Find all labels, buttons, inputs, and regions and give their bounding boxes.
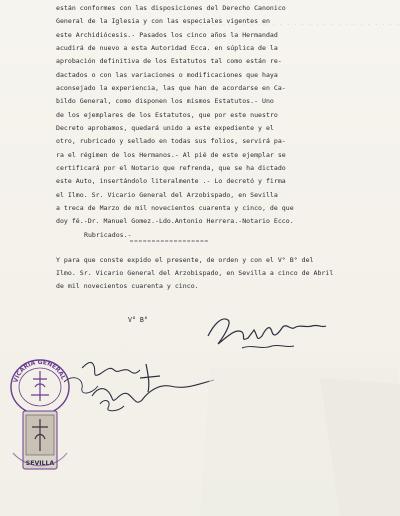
stamp-text-bottom: SEVILLA [25,460,55,467]
body-line: General de la Iglesia y con las especiales vigentes en [56,17,270,25]
body-line: bildo General, como disponen los mismos Estatutos.- Uno [56,97,274,105]
body-line: certificará por el Notario que refrenda, que se ha dictado [56,164,286,172]
bleed-through-text: . . . . . . . . . . . . . . . . . . . . . . . . . . . . . [190,20,400,27]
closing-line: Ilmo. Sr. Vicario General del Arzobispado, en Sevilla a cinco de Abril [56,269,334,277]
body-line: acudirá de nuevo a esta Autoridad Ecca. en súplica de la [56,44,278,52]
body-line: este Archidiócesis.- Pasados los cinco años la Hermandad [56,31,278,39]
vicaria-stamp-icon [9,343,71,475]
ink-scrawl [62,372,102,402]
body-line: ra el régimen de los Hermanos.- Al pié de este ejemplar se [56,151,286,159]
body-line: doy fé.-Dr. Manuel Gomez.-Ldo.Antonio Herrera.-Notario Ecco. [56,217,294,225]
closing-line: de mil novecientos cuarenta y cinco. [56,282,199,290]
body-line: este Auto, insertándolo literalmente .- Lo decretó y firma [56,177,286,185]
underline-rule [130,238,210,244]
body-line: otro, rubricado y sellado en todas sus folios, servirá pa- [56,137,286,145]
body-line: Rubricados.- [84,231,132,239]
body-line: dactados o con las variaciones o modificaciones que haya [56,71,278,79]
body-line: aprobación definitiva de los Estatutos tal como están re- [56,57,282,65]
body-line: el Ilmo. Sr. Vicario General del Arzobispado, en Sevilla [56,191,278,199]
signature-vicar [202,306,332,366]
paper-fold-shadow [200,368,400,516]
body-line: Decreto aprobamos, quedará unido a este expediente y el [56,124,274,132]
body-line: a treca de Marzo de mil novecientos cuarenta y cinco, de que [56,204,294,212]
vb-label: V° B° [128,316,148,324]
closing-line: Y para que conste expido el presente, de orden y con el V° B° del [56,256,314,264]
body-line: de los ejemplares de los Estatutos, que por este nuestro [56,111,278,119]
body-line: están conformes con las disposiciones del Derecho Canonico [56,4,286,12]
stamp-text-top: VICARIA GENERAL [12,358,67,384]
body-line: aconsejado la experiencia, las que han de acordarse en Ca- [56,84,286,92]
